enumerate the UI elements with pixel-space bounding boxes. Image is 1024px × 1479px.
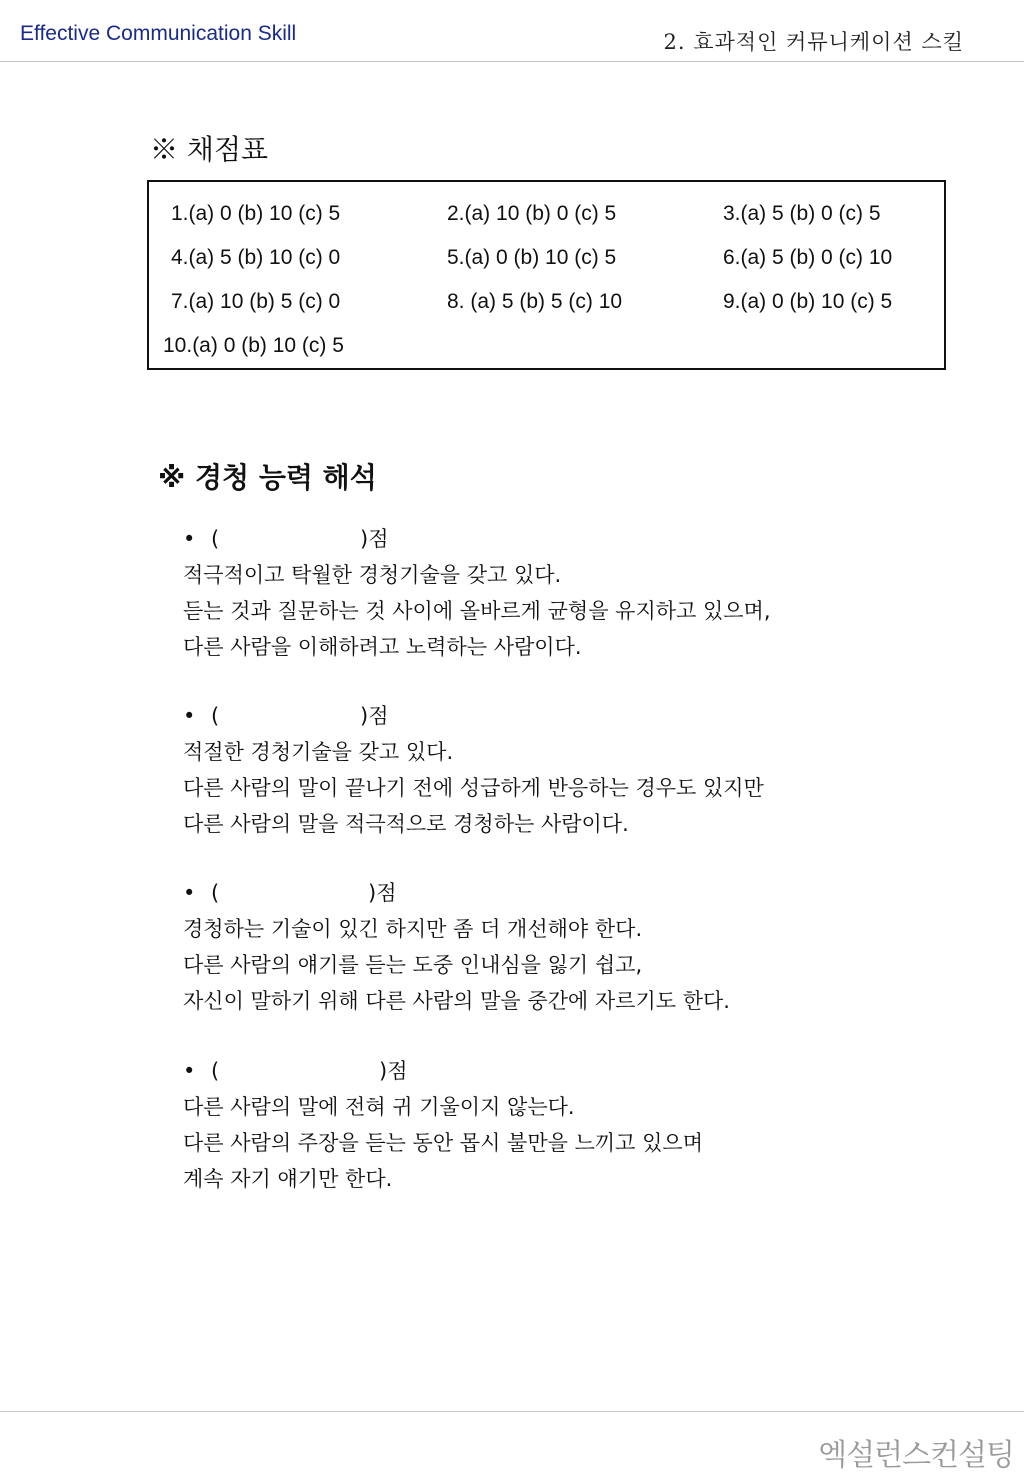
score-range-line [183,1053,983,1089]
score-item-1: 1.(a) 0 (b) 10 (c) 5 [171,202,341,225]
description-line: 듣는 것과 질문하는 것 사이에 올바르게 균형을 유지하고 있으며, [183,599,771,623]
description-line: 다른 사람의 얘기를 듣는 도중 인내심을 잃기 쉽고, [183,953,643,977]
description-line: 적절한 경청기술을 갖고 있다. [183,740,454,764]
score-range-line [183,875,983,911]
description-line: 다른 사람의 말이 끝나기 전에 성급하게 반응하는 경우도 있지만 [183,776,764,800]
interpretation-section-1 [183,521,983,665]
score-item-4: 4.(a) 5 (b) 10 (c) 0 [171,246,341,269]
score-open-paren: ( [211,881,220,905]
score-item-5: 5.(a) 0 (b) 10 (c) 5 [447,246,617,269]
interpretation-section-4 [183,1053,983,1197]
score-open-paren: ( [211,704,220,728]
description-line: 경청하는 기술이 있긴 하지만 좀 더 개선해야 한다. [183,917,643,941]
header-right-title: 2. 효과적인 커뮤니케이션 스킬 [663,30,964,54]
score-points-label: )점 [360,527,389,551]
score-table-title: ※ 채점표 [150,133,269,166]
bullet-icon: • [183,527,196,551]
score-points-label: )점 [360,704,389,728]
description-line: 계속 자기 얘기만 한다. [183,1167,393,1191]
interpretation-title: ※ 경청 능력 해석 [158,461,377,494]
score-points-label: )점 [379,1059,408,1083]
description-line: 다른 사람의 말에 전혀 귀 기울이지 않는다. [183,1095,575,1119]
interpretation-section-3 [183,875,983,1019]
score-open-paren: ( [211,527,220,551]
score-item-10: 10.(a) 0 (b) 10 (c) 5 [163,334,344,357]
score-item-7: 7.(a) 10 (b) 5 (c) 0 [171,290,341,313]
score-item-9: 9.(a) 0 (b) 10 (c) 5 [723,290,893,313]
header-left-title: Effective Communication Skill [20,22,297,45]
score-item-6: 6.(a) 5 (b) 0 (c) 10 [723,246,893,269]
score-range-line [183,698,983,734]
description-line: 자신이 말하기 위해 다른 사람의 말을 중간에 자르기도 한다. [183,989,730,1013]
footer-divider [0,1411,1024,1412]
bullet-icon: • [183,1059,196,1083]
description-line: 적극적이고 탁월한 경청기술을 갖고 있다. [183,563,562,587]
company-logo: 엑설런스컨설팅 [818,1438,1014,1473]
score-range-line [183,521,983,557]
interpretation-section-2 [183,698,983,842]
description-line: 다른 사람의 주장을 듣는 동안 몹시 불만을 느끼고 있으며 [183,1131,703,1155]
score-open-paren: ( [211,1059,220,1083]
score-item-3: 3.(a) 5 (b) 0 (c) 5 [723,202,881,225]
score-item-8: 8. (a) 5 (b) 5 (c) 10 [447,290,623,313]
score-table-grid [163,199,963,375]
score-item-2: 2.(a) 10 (b) 0 (c) 5 [447,202,617,225]
score-table-box [147,180,946,370]
description-line: 다른 사람을 이해하려고 노력하는 사람이다. [183,635,582,659]
score-points-label: )점 [368,881,397,905]
bullet-icon: • [183,704,196,728]
bullet-icon: • [183,881,196,905]
header-divider [0,61,1024,62]
description-line: 다른 사람의 말을 적극적으로 경청하는 사람이다. [183,812,629,836]
